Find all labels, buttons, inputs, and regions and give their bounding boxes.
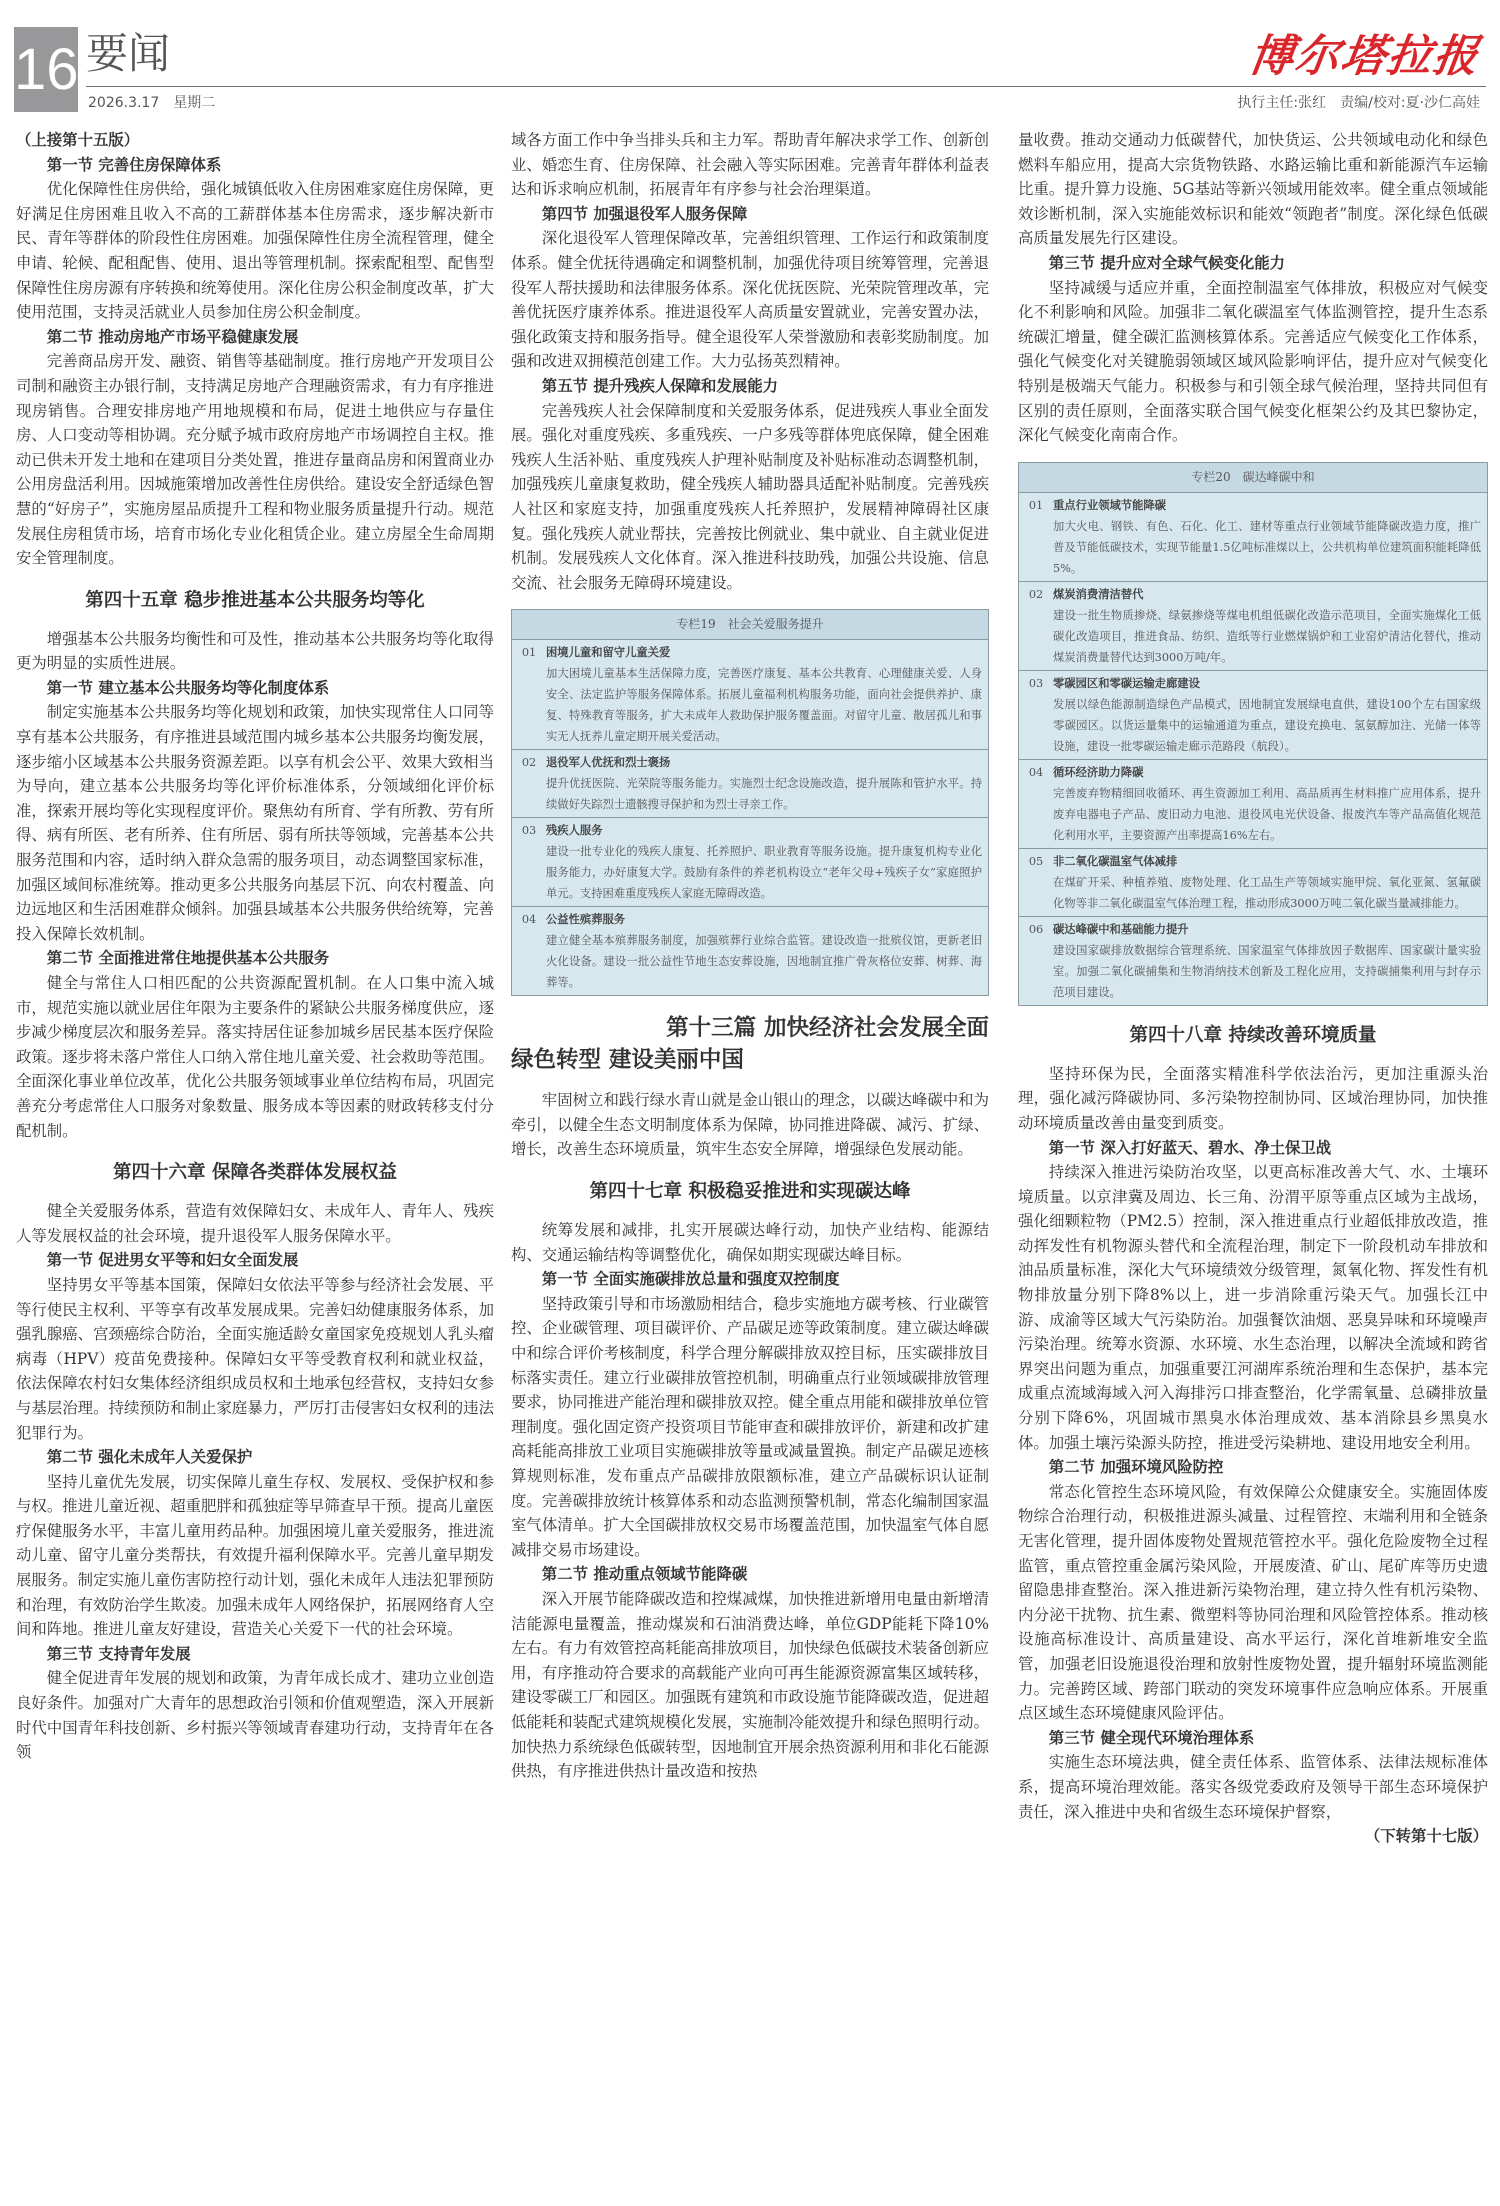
- sidebar-box-19: [511, 609, 989, 996]
- box-row-title: 公益性殡葬服务: [546, 912, 626, 927]
- paragraph: 牢固树立和践行绿水青山就是金山银山的理念，以碳达峰碳中和为牵引，以健全生态文明制度体系为保障，协同推进降碳、减污、扩绿、增长，改善生态环境质量，筑牢生态安全屏障，增强绿色发展动能。: [511, 1091, 989, 1159]
- chapter-heading: 第四十七章 积极稳妥推进和实现碳达峰: [589, 1181, 911, 1203]
- continued-from: （上接第十五版）: [16, 131, 140, 149]
- column-3: [1018, 128, 1488, 1849]
- masthead-rule: [86, 86, 1486, 87]
- box-title: 专栏19 社会关爱服务提升: [512, 610, 988, 640]
- paragraph: 域各方面工作中争当排头兵和主力军。帮助青年解决求学工作、创新创业、婚恋生育、住房保障、社会融入等实际困难。完善青年群体利益表达和诉求响应机制，拓展青年有序参与社会治理渠道。: [511, 131, 989, 199]
- part-heading: [511, 1012, 989, 1076]
- paragraph: 量收费。推动交通动力低碳替代，加快货运、公共领域电动化和绿色燃料车船应用，提高大宗货物铁路、水路运输比重和新能源汽车运输比重。提升算力设施、5G基站等新兴领域用能效率。健全重点领域能效诊断机制，深入实施能效标识和能效“领跑者”制度。深化绿色低碳高质量发展先行区建设。: [1018, 131, 1488, 248]
- editor-credits: 执行主任:张红 责编/校对:夏·沙仁高娃: [1237, 95, 1480, 111]
- section-heading: 第二节 推动房地产市场平稳健康发展: [46, 327, 299, 346]
- paragraph: 坚持政策引导和市场激励相结合，稳步实施地方碳考核、行业碳管控、企业碳管理、项目碳评价、产品碳足迹等政策制度。建立碳达峰碳中和综合评价考核制度，科学合理分解碳排放双控目标，压实碳排放目标落实责任。建立行业碳排放管控机制，明确重点行业领域碳排放管理要求，协同推进产能治理和碳排放双控。健全重点用能和碳排放单位管理制度。强化固定资产投资项目节能审查和碳排放评价，新建和改扩建高耗能高排放工业项目实施碳排放等量或减量置换。制定产品碳足迹核算规则标准，发布重点产品碳排放限额标准，建立产品碳标识认证制度。完善碳排放统计核算体系和动态监测预警机制，常态化编制国家温室气体清单。扩大全国碳排放权交易市场覆盖范围，加快温室气体自愿减排交易市场建设。: [511, 1294, 989, 1559]
- paragraph: 健全促进青年发展的规划和政策，为青年成长成才、建功立业创造良好条件。加强对广大青年的思想政治引领和价值观塑造，深入开展新时代中国青年科技创新、乡村振兴等领域青春建功行动，支持青年在各领: [16, 1669, 494, 1762]
- section-heading: 第一节 全面实施碳排放总量和强度双控制度: [541, 1270, 840, 1289]
- box-row: [512, 640, 988, 750]
- box-row: [1019, 671, 1487, 760]
- section-heading: 第一节 深入打好蓝天、碧水、净土保卫战: [1048, 1138, 1332, 1157]
- chapter-heading: 第四十五章 稳步推进基本公共服务均等化: [85, 589, 425, 611]
- section-heading: 第二节 加强环境风险防控: [1048, 1458, 1224, 1477]
- paragraph: 增强基本公共服务均衡性和可及性，推动基本公共服务均等化取得更为明显的实质性进展。: [16, 629, 494, 673]
- box-row-number: 01: [1028, 498, 1044, 512]
- masthead: [0, 0, 1500, 125]
- paragraph: 坚持减缓与适应并重，全面控制温室气体排放，积极应对气候变化不利影响和风险。加强非二氧化碳温室气体监测管控，提升生态系统碳汇增量，健全碳汇监测核算体系。完善适应气候变化工作体系，强化气候变化对关键脆弱领域区域风险影响评估，提升应对气候变化特别是极端天气能力。积极参与和引领全球气候治理，坚持共同但有区别的责任原则，全面落实联合国气候变化框架公约及其巴黎协定，深化气候变化南南合作。: [1018, 278, 1488, 445]
- box-row-title: 退役军人优抚和烈士褒扬: [546, 755, 671, 770]
- paragraph: 优化保障性住房供给，强化城镇低收入住房困难家庭住房保障，更好满足住房困难且收入不高的工薪群体基本住房需求，逐步解决新市民、青年等群体的阶段性住房困难。加强保障性住房全流程管理，健全申请、轮候、配租配售、使用、退出等管理机制。探索配租型、配售型保障性住房房源有序转换和统筹使用。深化住房公积金制度改革，扩大使用范围，支持灵活就业人员参加住房公积金制度。: [16, 180, 494, 322]
- section-heading: 第五节 提升残疾人保障和发展能力: [541, 376, 779, 395]
- box-row-title: 非二氧化碳温室气体减排: [1053, 853, 1178, 868]
- box-row-number: 03: [1028, 676, 1044, 690]
- box-row-number: 06: [1028, 922, 1044, 936]
- paragraph: 深化退役军人管理保障改革，完善组织管理、工作运行和政策制度体系。健全优抚待遇确定和调整机制，加强优待项目统筹管理，完善退役军人帮扶援助和法律服务体系。深化优抚医院、光荣院管理改革，完善优抚医疗康养体系。推进退役军人高质量安置就业，完善安置办法，强化政策支持和服务指导。健全退役军人荣誉激励和表彰奖励制度。加强和改进双拥模范创建工作。大力弘扬英烈精神。: [511, 229, 989, 371]
- box-row-number: 05: [1028, 854, 1044, 868]
- box-row-number: 02: [521, 756, 537, 770]
- box-row-text: 建设国家碳排放数据综合管理系统、国家温室气体排放因子数据库、国家碳计量实验室。加强二氧化碳捕集和生物消纳技术创新及工程化应用，支持碳捕集利用与封存示范项目建设。: [1053, 943, 1481, 999]
- page-number: 16: [14, 27, 78, 112]
- section-heading: 第一节 建立基本公共服务均等化制度体系: [46, 678, 330, 697]
- section-title: 要闻: [86, 29, 171, 78]
- column-2: [511, 128, 989, 1784]
- box-row-title: 煤炭消费清洁替代: [1053, 586, 1144, 601]
- chapter-heading: 第四十六章 保障各类群体发展权益: [113, 1162, 397, 1184]
- paragraph: 健全与常住人口相匹配的公共资源配置机制。在人口集中流入城市，规范实施以就业居住年限为主要条件的紧缺公共服务梯度供应，逐步减少梯度层次和服务差异。落实持居住证参加城乡居民基本医疗保险政策。逐步将未落户常住人口纳入常住地儿童关爱、社会救助等范围。全面深化事业单位改革，优化公共服务领域事业单位结构布局，巩固完善充分考虑常住人口服务对象数量、服务成本等因素的财政转移支付分配机制。: [16, 974, 494, 1140]
- box-row-number: 04: [521, 913, 537, 927]
- section-heading: 第二节 推动重点领域节能降碳: [541, 1565, 748, 1584]
- box-row: [1019, 917, 1487, 1005]
- section-heading: 第三节 提升应对全球气候变化能力: [1048, 253, 1286, 272]
- section-heading: 第二节 全面推进常住地提供基本公共服务: [46, 949, 330, 968]
- paragraph: 坚持环保为民，全面落实精准科学依法治污，更加注重源头治理，强化减污降碳协同、多污染物控制协同、区域治理协同，加快推动环境质量改善由量变到质变。: [1018, 1064, 1488, 1132]
- paragraph: 完善残疾人社会保障制度和关爱服务体系，促进残疾人事业全面发展。强化对重度残疾、多重残疾、一户多残等群体兜底保障，健全困难残疾人生活补贴、重度残疾人护理补贴制度及补贴标准动态调整机制，加强残疾儿童康复救助，健全残疾人辅助器具适配补贴制度。完善残疾人社区和家庭支持，加强重度残疾人托养照护，发展精神障碍社区康复。强化残疾人就业帮扶，完善按比例就业、集中就业、自主就业促进机制。发展残疾人文化体育。深入推进科技助残，加强公共设施、信息交流、社会服务无障碍环境建设。: [511, 401, 989, 592]
- paragraph: 健全关爱服务体系，营造有效保障妇女、未成年人、青年人、残疾人等发展权益的社会环境，提升退役军人服务保障水平。: [16, 1202, 494, 1245]
- section-heading: 第三节 健全现代环境治理体系: [1048, 1728, 1255, 1747]
- paragraph: 统筹发展和减排，扎实开展碳达峰行动，加快产业结构、能源结构、交通运输结构等调整优化，确保如期实现碳达峰目标。: [511, 1221, 989, 1264]
- box-row-text: 提升优抚医院、光荣院等服务能力。实施烈士纪念设施改造，提升展陈和管护水平。持续做好失踪烈士遗骸搜寻保护和为烈士寻亲工作。: [546, 777, 982, 812]
- box-row-text: 加大困境儿童基本生活保障力度，完善医疗康复、基本公共教育、心理健康关爱、人身安全、法定监护等服务保障体系。拓展儿童福利机构服务功能，面向社会提供养护、康复、特殊教育等服务，扩大未成年人救助保护服务覆盖面。对留守儿童、散居孤儿和事实无人抚养儿童定期开展关爱活动。: [546, 667, 982, 744]
- box-row-title: 困境儿童和留守儿童关爱: [546, 645, 671, 660]
- paragraph: 持续深入推进污染防治攻坚，以更高标准改善大气、水、土壤环境质量。以京津冀及周边、长三角、汾渭平原等重点区域为主战场，强化细颗粒物（PM2.5）控制，深入推进重点行业超低排放改造，推动挥发性有机物源头替代和全流程治理，制定下一阶段机动车排放和油品质量标准，深化大气环境绩效分级管理，氮氧化物、挥发性有机物排放量分别下降8%以上，进一步消除重污染天气。加强长江中游、成渝等区域大气污染防治。加强餐饮油烟、恶臭异味和环境噪声污染治理。统筹水资源、水环境、水生态治理，以解决全流域和跨省界突出问题为重点，加强重要江河湖库系统治理和生态保护，基本完成重点流域海域入河入海排污口排查整治，化学需氧量、总磷排放量分别下降6%，巩固城市黑臭水体治理成效、基本消除县乡黑臭水体。加强土壤污染源头防控，推进受污染耕地、建设用地安全利用。: [1018, 1163, 1488, 1452]
- sidebar-box-20: [1018, 462, 1488, 1006]
- box-row: [512, 750, 988, 818]
- continued-on: （下转第十七版）: [1364, 1827, 1488, 1846]
- box-row-number: 04: [1028, 765, 1044, 779]
- issue-date: 2026.3.17 星期二: [88, 95, 216, 111]
- section-heading: 第一节 促进男女平等和妇女全面发展: [46, 1251, 299, 1270]
- box-row: [1019, 493, 1487, 582]
- box-row-title: 重点行业领域节能降碳: [1053, 497, 1166, 512]
- box-row: [1019, 849, 1487, 917]
- box-row-text: 建设一批专业化的残疾人康复、托养照护、职业教育等服务设施。提升康复机构专业化服务能力，办好康复大学。鼓励有条件的养老机构设立“老年父母+残疾子女”家庭照护单元。支持困难重度残疾人家庭无障碍改造。: [546, 845, 982, 901]
- section-heading: 第四节 加强退役军人服务保障: [541, 204, 748, 223]
- box-row-number: 01: [521, 646, 537, 660]
- paragraph: 常态化管控生态环境风险，有效保障公众健康安全。实施固体废物综合治理行动，积极推进源头减量、过程管控、末端利用和全链条无害化管理，提升固体废物处置规范管控水平。强化危险废物全过程监管，重点管控重金属污染风险，开展废渣、矿山、尾矿库等历史遗留隐患排查整治。深入推进新污染物治理，建立持久性有机污染物、内分泌干扰物、抗生素、微塑料等协同治理和风险管控体系。推动核设施高标准设计、高质量建设、高水平运行，深化首堆新堆安全监管，加强老旧设施退役治理和放射性废物处置，提升辐射环境监测能力。完善跨区域、跨部门联动的突发环境事件应急响应体系。开展重点区域生态环境健康风险评估。: [1018, 1482, 1488, 1723]
- box-row-title: 循环经济助力降碳: [1053, 764, 1144, 779]
- box-row-number: 03: [521, 824, 537, 838]
- column-1: [16, 128, 494, 1765]
- box-row-text: 发展以绿色能源制造绿色产品模式，因地制宜发展绿电直供，建设100个左右国家级零碳园区。以货运量集中的运输通道为重点，建设充换电、氢氨醇加注、光储一体等设施，建设一批零碳运输走廊示范路段（航段）。: [1053, 697, 1481, 753]
- box-title: 专栏20 碳达峰碳中和: [1019, 463, 1487, 493]
- section-heading: 第一节 完善住房保障体系: [46, 155, 222, 174]
- box-row-text: 在煤矿开采、种植养殖、废物处理、化工品生产等领域实施甲烷、氧化亚氮、氢氟碳化物等非二氧化碳温室气体治理工程，推动形成3000万吨二氧化碳当量减排能力。: [1053, 875, 1481, 910]
- part-heading-line-1: 第十三篇 加快经济社会发展全面: [666, 1015, 989, 1042]
- box-row-title: 碳达峰碳中和基础能力提升: [1053, 921, 1189, 936]
- box-row-title: 零碳园区和零碳运输走廊建设: [1053, 675, 1200, 690]
- paragraph: 完善商品房开发、融资、销售等基础制度。推行房地产开发项目公司制和融资主办银行制，支持满足房地产合理融资需求，有力有序推进现房销售。合理安排房地产用地规模和布局，促进土地供应与存量住房、人口变动等相协调。充分赋予城市政府房地产市场调控自主权。推动已供未开发土地和在建项目分类处置，推进存量商品房和闲置商业办公用房盘活利用。因城施策增加改善性住房供给。建设安全舒适绿色智慧的“好房子”，实施房屋品质提升工程和物业服务质量提升行动。规范发展住房租赁市场，培育市场化专业化租赁企业。建立房屋全生命周期安全管理制度。: [16, 352, 494, 568]
- box-row-text: 加大火电、钢铁、有色、石化、化工、建材等重点行业领域节能降碳改造力度，推广普及节能低碳技术，实现节能量1.5亿吨标准煤以上，公共机构单位建筑面积能耗降低5%。: [1053, 519, 1481, 575]
- newspaper-logo: 博尔塔拉报: [1245, 31, 1483, 82]
- box-row-text: 建立健全基本殡葬服务制度，加强殡葬行业综合监管。建设改造一批殡仪馆，更新老旧火化设备。建设一批公益性节地生态安葬设施，因地制宜推广骨灰格位安葬、树葬、海葬等。: [546, 934, 982, 990]
- part-heading-line-2: 绿色转型 建设美丽中国: [511, 1047, 744, 1074]
- section-heading: 第三节 支持青年发展: [46, 1644, 191, 1663]
- box-row: [1019, 582, 1487, 671]
- paragraph: 制定实施基本公共服务均等化规划和政策，加快实现常住人口同等享有基本公共服务，有序推进县域范围内城乡基本公共服务均衡发展，逐步缩小区域基本公共服务资源差距。以享有机会公平、效果大致相当为导向，建立基本公共服务均等化评价标准体系，分领域细化评价标准，探索开展均等化实现程度评价。聚焦幼有所育、学有所教、劳有所得、病有所医、老有所养、住有所居、弱有所扶等领域，完善基本公共服务范围和内容，适时纳入群众急需的服务项目，动态调整国家标准，加强区域间标准统筹。推动更多公共服务向基层下沉、向农村覆盖、向边远地区和生活困难群众倾斜。加强县域基本公共服务供给统筹，完善投入保障长效机制。: [16, 703, 494, 943]
- paragraph: 深入开展节能降碳改造和控煤减煤，加快推进新增用电量由新增清洁能源电量覆盖，推动煤炭和石油消费达峰，单位GDP能耗下降10%左右。有力有效管控高耗能高排放项目，加快绿色低碳技术装备创新应用，有序推动符合要求的高载能产业向可再生能源资源富集区域转移，建设零碳工厂和园区。加强既有建筑和市政设施节能降碳改造，促进超低能耗和装配式建筑规模化发展，实施制冷能效提升和绿色照明行动。加快热力系统绿色低碳转型，因地制宜开展余热资源利用和非化石能源供热，有序推进供热计量改造和按热: [511, 1589, 989, 1781]
- box-row: [512, 818, 988, 907]
- paragraph: 实施生态环境法典，健全责任体系、监管体系、法律法规标准体系，提高环境治理效能。落实各级党委政府及领导干部生态环境保护责任，深入推进中央和省级生态环境保护督察，: [1018, 1753, 1488, 1821]
- section-heading: 第二节 强化未成年人关爱保护: [46, 1448, 253, 1467]
- box-row-text: 建设一批生物质掺烧、绿氨掺烧等煤电机组低碳化改造示范项目，全面实施煤化工低碳化改造项目，推进食品、纺织、造纸等行业燃煤锅炉和工业窑炉清洁化替代，推动煤炭消费量替代达到3000万吨/年。: [1053, 608, 1481, 664]
- paragraph: 坚持男女平等基本国策，保障妇女依法平等参与经济社会发展、平等行使民主权利、平等享有改革发展成果。完善妇幼健康服务体系，加强乳腺癌、宫颈癌综合防治，全面实施适龄女童国家免疫规划人乳头瘤病毒（HPV）疫苗免费接种。保障妇女平等受教育权利和就业权益，依法保障农村妇女集体经济组织成员权和土地承包经营权，支持妇女参与基层治理。持续预防和制止家庭暴力，严厉打击侵害妇女权利的违法犯罪行为。: [16, 1275, 494, 1442]
- box-row-number: 02: [1028, 587, 1044, 601]
- paragraph: 坚持儿童优先发展，切实保障儿童生存权、发展权、受保护权和参与权。推进儿童近视、超重肥胖和孤独症等早筛查早干预。提高儿童医疗保健服务水平，丰富儿童用药品种。加强困境儿童关爱服务，推进流动儿童、留守儿童分类帮扶，有效提升福利保障水平。完善儿童早期发展服务。制定实施儿童伤害防控行动计划，强化未成年人违法犯罪预防和治理，有效防治学生欺凌。加强未成年人网络保护，拓展网络育人空间和阵地。推进儿童友好建设，营造关心关爱下一代的社会环境。: [16, 1472, 494, 1639]
- box-row: [512, 907, 988, 995]
- box-row-text: 完善废弃物精细回收循环、再生资源加工利用、高品质再生材料推广应用体系，提升废弃电器电子产品、废旧动力电池、退役风电光伏设备、报废汽车等产品高值化规范化利用水平，主要资源产出率提高16%左右。: [1053, 786, 1481, 842]
- box-row: [1019, 760, 1487, 849]
- chapter-heading: 第四十八章 持续改善环境质量: [1129, 1024, 1377, 1046]
- box-row-title: 残疾人服务: [546, 823, 603, 838]
